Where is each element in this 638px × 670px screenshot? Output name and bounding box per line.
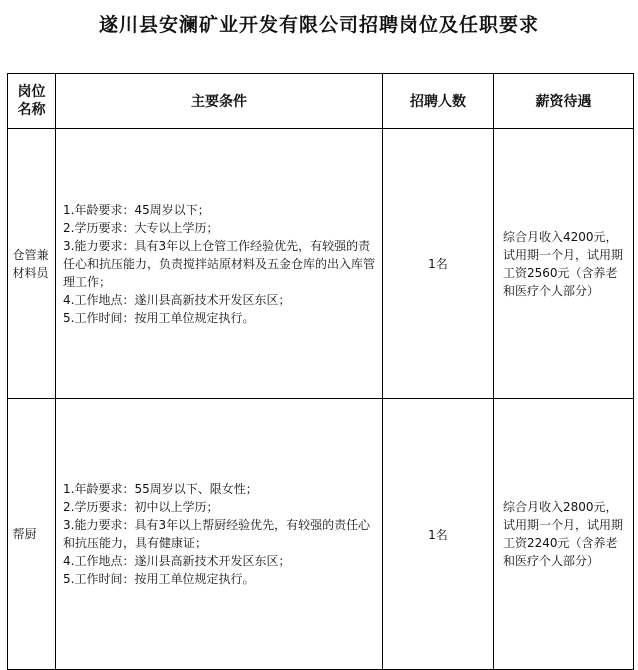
condition-line: 1.年龄要求：45周岁以下； bbox=[63, 202, 210, 217]
condition-line: 3.能力要求：具有3年以上仓管工作经验优先，有较强的责任心和抗压能力，负责搅拌站原材料及五金仓库的出入库管理工作； bbox=[63, 238, 376, 289]
table-row bbox=[8, 129, 634, 399]
count-cell: 1名 bbox=[383, 399, 494, 670]
header-count: 招聘人数 bbox=[383, 74, 494, 129]
position-cell: 帮厨 bbox=[8, 399, 56, 670]
condition-line: 2.学历要求：大专以上学历； bbox=[63, 220, 219, 235]
position-cell: 仓管兼材料员 bbox=[8, 129, 56, 399]
salary-cell: 综合月收入2800元，试用期一个月，试用期工资2240元（含养老和医疗个人部分） bbox=[494, 399, 634, 670]
conditions-cell bbox=[56, 399, 383, 670]
conditions-cell bbox=[56, 129, 383, 399]
table-row bbox=[8, 399, 634, 670]
condition-line: 4.工作地点：遂川县高新技术开发区东区； bbox=[63, 554, 291, 568]
recruitment-table bbox=[7, 73, 634, 670]
salary-cell: 综合月收入4200元，试用期一个月，试用期工资2560元（含养老和医疗个人部分） bbox=[494, 129, 634, 399]
count-cell: 1名 bbox=[383, 129, 494, 399]
header-position: 岗位名称 bbox=[8, 74, 56, 129]
condition-line: 3.能力要求：具有3年以上帮厨经验优先，有较强的责任心和抗压能力，具有健康证； bbox=[63, 518, 371, 550]
header-salary: 薪资待遇 bbox=[494, 74, 634, 129]
page-title: 遂川县安澜矿业开发有限公司招聘岗位及任职要求 bbox=[98, 14, 539, 36]
header-row bbox=[8, 74, 634, 129]
header-conditions: 主要条件 bbox=[56, 74, 383, 129]
condition-line: 4.工作地点：遂川县高新技术开发区东区； bbox=[63, 292, 291, 307]
condition-line: 5.工作时间：按用工单位规定执行。 bbox=[63, 572, 255, 586]
condition-line: 2.学历要求：初中以上学历； bbox=[63, 500, 219, 514]
condition-line: 1.年龄要求：55周岁以下、限女性； bbox=[63, 482, 258, 496]
condition-line: 5.工作时间：按用工单位规定执行。 bbox=[63, 310, 255, 325]
